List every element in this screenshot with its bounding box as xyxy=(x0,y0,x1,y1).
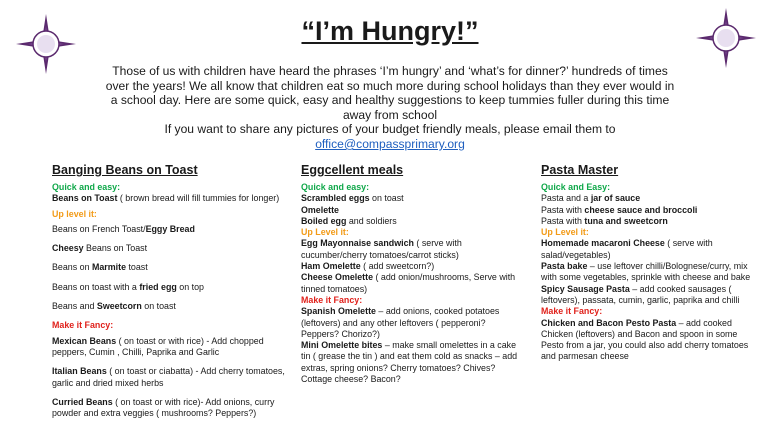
list-item: Cheesy Beans on Toast xyxy=(52,243,148,254)
list-item: Mini Omelette bites – make small omelettes in a cake tin ( grease the tin ) and eat them cold as snacks – add extras, spring onions? Cherry tomatoes? Chives? Cottage cheese? Bacon? xyxy=(301,340,518,385)
column-pasta xyxy=(541,163,759,363)
list-item: Beans on French Toast/Eggy Bread xyxy=(52,223,195,234)
list-item: Egg Mayonnaise sandwich ( serve with cucumber/cherry tomatoes/carrot sticks) xyxy=(301,238,462,260)
intro-text xyxy=(102,64,678,152)
list-item: Ham Omelette ( add sweetcorn?) xyxy=(301,261,435,272)
list-item: Boiled egg and soldiers xyxy=(301,215,397,226)
list-item: Beans and Sweetcorn on toast xyxy=(52,301,176,312)
list-item: Pasta with tuna and sweetcorn xyxy=(541,215,668,226)
list-item: Mexican Beans ( on toast or with rice) - Add chopped peppers, Cumin , Chilli, Paprika and Garlic xyxy=(52,335,264,357)
list-item: Spanish Omelette – add onions, cooked potatoes (leftovers) and any other leftovers ( pepperoni? Peppers? Chorizo?) xyxy=(301,306,500,339)
list-item: Curried Beans ( on toast or with rice)- Add onions, curry powder and extra veggies ( mushrooms? Peppers?) xyxy=(52,396,275,419)
column-eggs xyxy=(301,163,519,385)
beans-quick-label: Quick and easy: xyxy=(52,182,121,192)
list-item: Chicken and Bacon Pesto Pasta – add cooked Chicken (leftovers) and Bacon and spoon in some Pesto from a jar, you could also add cherry tomatoes and parmesan cheese xyxy=(541,317,749,362)
list-item: Pasta bake – use leftover chilli/Bolognese/curry, mix with some vegetables, sprinkle with cheese and bake xyxy=(541,261,751,283)
page-title: “I’m Hungry!” xyxy=(301,16,479,46)
eggs-uplevel-label: Up Level it: xyxy=(301,227,349,238)
list-item: Spicy Sausage Pasta – add cooked sausages ( leftovers), passata, cumin, garlic, paprika and chilli xyxy=(541,283,740,305)
pasta-fancy-label: Make it Fancy: xyxy=(541,306,603,317)
email-link[interactable]: office@compassprimary.org xyxy=(315,136,465,151)
pasta-heading: Pasta Master xyxy=(541,163,619,177)
list-item: Omelette xyxy=(301,204,339,215)
list-item: Cheese Omelette ( add onion/mushrooms, Serve with tinned tomatoes) xyxy=(301,272,516,294)
beans-uplevel-label: Up level it: xyxy=(52,208,97,219)
beans-quick-item: Beans on Toast ( brown bread will fill tummies for longer) xyxy=(52,193,280,204)
list-item: Beans on Marmite toast xyxy=(52,262,148,273)
list-item: Homemade macaroni Cheese ( serve with salad/vegetables) xyxy=(541,238,713,260)
eggs-quick-label: Quick and easy: xyxy=(301,182,370,192)
eggs-fancy-label: Make it Fancy: xyxy=(301,294,363,305)
pasta-uplevel-label: Up Level it: xyxy=(541,227,589,238)
eggs-heading: Eggcellent meals xyxy=(301,163,404,177)
share-text: If you want to share any pictures of your budget friendly meals, please email them to xyxy=(164,122,616,137)
pasta-quick-label: Quick and Easy: xyxy=(541,182,611,192)
list-item: Pasta with cheese sauce and broccoli xyxy=(541,204,698,215)
column-beans xyxy=(52,163,292,427)
list-item: Scrambled eggs on toast xyxy=(301,193,404,204)
list-item: Pasta and a jar of sauce xyxy=(541,193,641,204)
list-item: Italian Beans ( on toast or ciabatta) - Add cherry tomatoes, garlic and dried mixed herbs xyxy=(52,366,285,388)
list-item: Beans on toast with a fried egg on top xyxy=(52,281,204,292)
beans-heading: Banging Beans on Toast xyxy=(52,163,198,177)
beans-fancy-label: Make it Fancy: xyxy=(52,320,114,331)
intro-paragraph: Those of us with children have heard the phrases ‘I’m hungry’ and ‘what’s for dinner?’ hundreds of times over the years! We all know that children eat so much more during school holidays than they ever would in a school day. Here are some quick, easy and healthy suggestions to keep tummies fuller during this time away from school xyxy=(105,64,675,122)
